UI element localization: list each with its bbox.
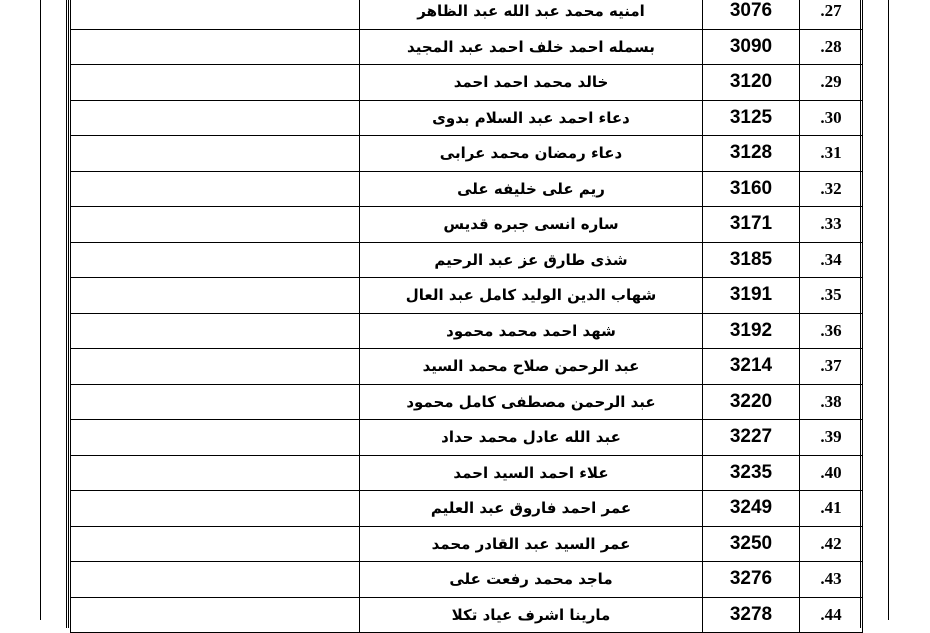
roster-body [71,0,863,633]
blank-cell [71,526,360,562]
table-row [71,491,863,527]
student-code-cell: 3276 [703,562,800,598]
student-code-cell: 3185 [703,242,800,278]
row-number-cell: .27 [800,0,863,29]
row-number-cell: .39 [800,420,863,456]
row-number-cell: .31 [800,136,863,172]
blank-cell [71,136,360,172]
table-row [71,207,863,243]
row-number-cell: .34 [800,242,863,278]
student-code-cell: 3192 [703,313,800,349]
table-row [71,562,863,598]
row-number-cell: .42 [800,526,863,562]
row-number-cell: .35 [800,278,863,314]
row-number-cell: .36 [800,313,863,349]
blank-cell [71,313,360,349]
page-edge-right [888,0,889,620]
table-row [71,278,863,314]
student-code-cell: 3235 [703,455,800,491]
blank-cell [71,597,360,633]
row-number-cell: .28 [800,29,863,65]
row-number-cell: .29 [800,65,863,101]
student-code-cell: 3076 [703,0,800,29]
row-number-cell: .30 [800,100,863,136]
blank-cell [71,420,360,456]
student-name-cell: شهاب الدين الوليد كامل عبد العال [360,278,703,314]
table-row [71,526,863,562]
student-code-cell: 3214 [703,349,800,385]
student-name-cell: عبد الرحمن مصطفى كامل محمود [360,384,703,420]
table-row [71,420,863,456]
table-row [71,171,863,207]
student-name-cell: شذى طارق عز عبد الرحيم [360,242,703,278]
student-code-cell: 3227 [703,420,800,456]
student-code-cell: 3125 [703,100,800,136]
table-row [71,313,863,349]
row-number-cell: .33 [800,207,863,243]
table-row [71,455,863,491]
student-name-cell: خالد محمد احمد احمد [360,65,703,101]
student-name-cell: دعاء رمضان محمد عرابى [360,136,703,172]
student-code-cell: 3278 [703,597,800,633]
student-name-cell: ساره انسى جبره قديس [360,207,703,243]
blank-cell [71,242,360,278]
table-row [71,136,863,172]
blank-cell [71,100,360,136]
blank-cell [71,65,360,101]
row-number-cell: .37 [800,349,863,385]
row-number-cell: .44 [800,597,863,633]
student-code-cell: 3160 [703,171,800,207]
table-row [71,100,863,136]
student-name-cell: عمر احمد فاروق عبد العليم [360,491,703,527]
student-code-cell: 3220 [703,384,800,420]
blank-cell [71,207,360,243]
row-number-cell: .40 [800,455,863,491]
student-name-cell: مارينا اشرف عياد تكلا [360,597,703,633]
table-row [71,242,863,278]
row-number-cell: .41 [800,491,863,527]
blank-cell [71,0,360,29]
student-code-cell: 3171 [703,207,800,243]
student-roster-table [70,0,863,633]
table-row [71,349,863,385]
student-code-cell: 3249 [703,491,800,527]
table-row [71,597,863,633]
page-edge-left [40,0,41,620]
student-name-cell: شهد احمد محمد محمود [360,313,703,349]
student-name-cell: ماجد محمد رفعت على [360,562,703,598]
student-name-cell: دعاء احمد عبد السلام بدوى [360,100,703,136]
blank-cell [71,278,360,314]
blank-cell [71,455,360,491]
blank-cell [71,171,360,207]
student-code-cell: 3250 [703,526,800,562]
student-name-cell: عبد الرحمن صلاح محمد السيد [360,349,703,385]
student-name-cell: بسمله احمد خلف احمد عبد المجيد [360,29,703,65]
student-code-cell: 3128 [703,136,800,172]
blank-cell [71,491,360,527]
student-code-cell: 3191 [703,278,800,314]
student-name-cell: عمر السيد عبد القادر محمد [360,526,703,562]
student-name-cell: علاء احمد السيد احمد [360,455,703,491]
student-code-cell: 3090 [703,29,800,65]
row-number-cell: .38 [800,384,863,420]
blank-cell [71,384,360,420]
table-row [71,384,863,420]
table-row [71,29,863,65]
student-code-cell: 3120 [703,65,800,101]
blank-cell [71,349,360,385]
row-number-cell: .43 [800,562,863,598]
row-number-cell: .32 [800,171,863,207]
table-row [71,65,863,101]
student-name-cell: عبد الله عادل محمد حداد [360,420,703,456]
student-name-cell: ريم على خليفه على [360,171,703,207]
table-row [71,0,863,29]
blank-cell [71,562,360,598]
student-name-cell: امنيه محمد عبد الله عبد الظاهر [360,0,703,29]
blank-cell [71,29,360,65]
